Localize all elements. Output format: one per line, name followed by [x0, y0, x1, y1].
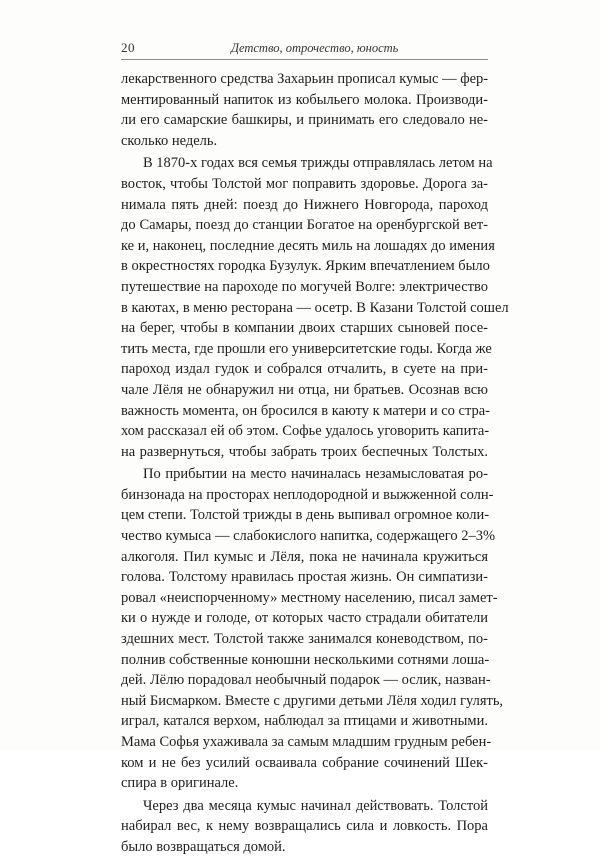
text-line: Через два месяца кумыс начинал действовать. Толстой	[143, 797, 488, 814]
text-line: здешних мест. Толстой также занимался коневодством, по-	[121, 631, 488, 648]
text-line: важность момента, он бросился в каюту к матери и со стра-	[121, 402, 491, 419]
text-line: ки о нужде и голоде, от которых часто страдали обитатели	[121, 610, 488, 627]
text-line: играл, катался верхом, наблюдал за птицами и животными.	[121, 713, 488, 730]
text-line: восток, чтобы Толстой мог поправить здоровье. Дорога за-	[121, 175, 488, 192]
text-line: ровал «неиспорченному» местному населению, писал замет-	[121, 589, 498, 606]
text-line: до Самары, поезд до станции Богатое на оренбургской вет-	[121, 217, 488, 234]
text-line: чале Лёля не обнаружил ни отца, ни братьев. Осознав всю	[121, 381, 488, 398]
paragraph	[121, 153, 509, 462]
text-line: голова. Толстому нравилась простая жизнь. Он симпатизи-	[121, 569, 488, 586]
text-line: В 1870-х годах вся семья трижды отправлялась летом на	[143, 155, 493, 172]
paragraph	[121, 464, 504, 794]
text-line: ком и не без усилий осваивала собрание сочинений Шек-	[121, 754, 488, 771]
text-line: Мама Софья ухаживала за самым младшим грудным ребен-	[121, 734, 492, 750]
text-line: в каютах, в меню ресторана — осетр. В Казани Толстой сошел	[121, 299, 509, 316]
text-line: бинзонада на просторах неплодородной и выжженной солн-	[121, 486, 494, 503]
text-line: лекарственного средства Захарьин прописал кумыс — фер-	[121, 71, 489, 87]
text-line: По прибытии на место начиналась незамысловатая ро-	[143, 466, 488, 483]
text-line: путешествие на пароходе по могучей Волге: электричество	[121, 278, 488, 295]
text-line: тить места, где прошли его университетские годы. Когда же	[121, 340, 492, 357]
paragraph	[121, 796, 488, 858]
text-line: полнив собственные конюшни несколькими сотнями лоша-	[121, 651, 490, 668]
text-line: набирал вес, к нему возвращались сила и ловкость. Пора	[121, 818, 488, 835]
text-line: в окрестностях городка Бузулук. Ярким впечатлением было	[121, 258, 490, 275]
text-line: цем степи. Толстой трижды в день выпивал огромное коли-	[121, 507, 490, 524]
text-line: ментированный напиток из кобыльего молока. Производи-	[121, 91, 488, 108]
text-line: хом рассказал ей об этом. Софье удалось уговорить капита-	[121, 423, 490, 440]
text-line: на берег, чтобы в компании двоих старших сыновей посе-	[121, 320, 488, 337]
text-line: дей. Лёлю порадовал необычный подарок — ослик, назван-	[121, 672, 491, 689]
text-line: на развернуться, чтобы забрать троих беспечных Толстых.	[121, 443, 488, 460]
text-line: было возвращаться домой.	[121, 838, 286, 855]
text-line: ли его самарские башкиры, и принимать его следовало не-	[121, 112, 488, 129]
text-line: нимала пять дней: поезд до Нижнего Новгорода, пароход	[121, 196, 488, 213]
text-line: сколько недель.	[121, 132, 218, 149]
text-line: чество кумыса — слабокислого напитка, содержащего 2–3%	[121, 528, 496, 545]
running-title: Детство, отрочество, юность	[231, 41, 399, 55]
body-text	[121, 69, 509, 858]
paragraph	[121, 69, 488, 151]
text-line: пароход издал гудок и собрался отчалить, в суете на при-	[121, 361, 488, 378]
page-number: 20	[121, 40, 135, 55]
text-line: алкоголя. Пил кумыс и Лёля, пока не начинала кружиться	[121, 548, 488, 565]
text-line: ке и, наконец, последние десять миль на лошадях до имения	[121, 237, 495, 254]
text-line: спира в оригинале.	[121, 775, 239, 792]
text-line: ный Бисмарком. Вместе с другими детьми Лёля ходил гулять,	[121, 692, 504, 709]
header-rule	[121, 59, 488, 60]
page-header	[121, 40, 488, 60]
